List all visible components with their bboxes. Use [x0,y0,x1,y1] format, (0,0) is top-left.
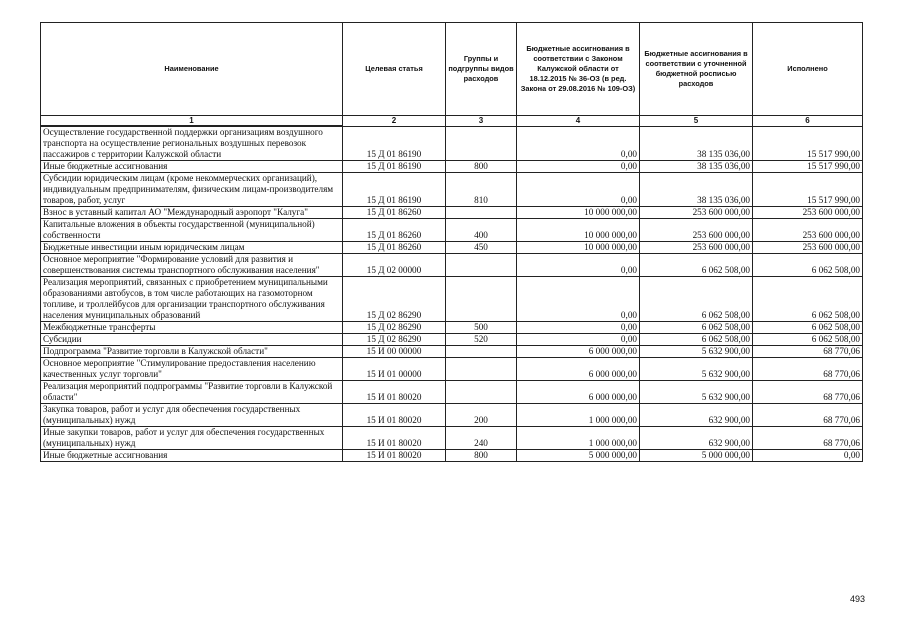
cell-refined: 5 632 900,00 [640,346,753,358]
cell-code: 15 Д 01 86260 [343,242,446,254]
cell-refined: 38 135 036,00 [640,126,753,161]
cell-code: 15 И 01 00000 [343,358,446,381]
cell-refined: 5 632 900,00 [640,381,753,404]
cell-law: 0,00 [517,277,640,322]
cell-refined: 38 135 036,00 [640,161,753,173]
cell-code: 15 Д 01 86190 [343,161,446,173]
cell-group [446,126,517,161]
cell-refined: 253 600 000,00 [640,207,753,219]
table-row [41,322,863,334]
cell-executed: 6 062 508,00 [753,322,863,334]
cell-law: 10 000 000,00 [517,219,640,242]
cell-name: Иные бюджетные ассигнования [41,450,343,462]
cell-group [446,277,517,322]
table-row [41,242,863,254]
cell-group: 520 [446,334,517,346]
table-row [41,207,863,219]
column-number: 6 [753,116,863,127]
cell-code: 15 Д 02 86290 [343,277,446,322]
cell-law: 0,00 [517,161,640,173]
cell-code: 15 Д 01 86190 [343,173,446,207]
table-row [41,126,863,161]
cell-refined: 6 062 508,00 [640,322,753,334]
cell-name: Бюджетные инвестиции иным юридическим лицам [41,242,343,254]
cell-refined: 6 062 508,00 [640,277,753,322]
page-number: 493 [850,594,866,604]
cell-group: 800 [446,161,517,173]
cell-name: Субсидии юридическим лицам (кроме некоммерческих организаций), индивидуальным предпринимателям, физическим лицам-производителям товаров, работ, услуг [41,173,343,207]
cell-refined: 5 632 900,00 [640,358,753,381]
cell-executed: 68 770,06 [753,404,863,427]
cell-executed: 68 770,06 [753,358,863,381]
cell-name: Капитальные вложения в объекты государственной (муниципальной) собственности [41,219,343,242]
cell-group: 240 [446,427,517,450]
cell-executed: 15 517 990,00 [753,173,863,207]
column-number: 3 [446,116,517,127]
table-row [41,173,863,207]
cell-executed: 0,00 [753,450,863,462]
cell-refined: 38 135 036,00 [640,173,753,207]
cell-code: 15 Д 02 00000 [343,254,446,277]
column-number: 1 [41,116,343,127]
column-number-row [41,116,863,127]
cell-code: 15 Д 01 86260 [343,207,446,219]
cell-executed: 253 600 000,00 [753,242,863,254]
cell-code: 15 И 01 80020 [343,381,446,404]
cell-executed: 253 600 000,00 [753,207,863,219]
header-refined-allocations: Бюджетные ассигнования в соответствии с уточненной бюджетной росписью расходов [640,23,753,116]
cell-name: Взнос в уставный капитал АО "Международный аэропорт "Калуга" [41,207,343,219]
cell-group: 800 [446,450,517,462]
table-row [41,161,863,173]
table-row [41,334,863,346]
cell-group: 400 [446,219,517,242]
cell-name: Основное мероприятие "Формирование условий для развития и совершенствования системы транспортного обслуживания населения" [41,254,343,277]
header-name: Наименование [41,23,343,116]
cell-refined: 253 600 000,00 [640,219,753,242]
cell-group: 500 [446,322,517,334]
cell-executed: 15 517 990,00 [753,161,863,173]
cell-executed: 68 770,06 [753,381,863,404]
cell-refined: 632 900,00 [640,404,753,427]
header-row [41,23,863,116]
budget-table [40,22,863,462]
table-row [41,346,863,358]
table-header [41,23,863,127]
cell-name: Реализация мероприятий подпрограммы "Развитие торговли в Калужской области" [41,381,343,404]
cell-law: 0,00 [517,254,640,277]
cell-law: 10 000 000,00 [517,242,640,254]
cell-name: Иные бюджетные ассигнования [41,161,343,173]
cell-law: 10 000 000,00 [517,207,640,219]
cell-law: 0,00 [517,126,640,161]
table-body [41,126,863,462]
cell-group: 810 [446,173,517,207]
column-number: 5 [640,116,753,127]
cell-name: Межбюджетные трансферты [41,322,343,334]
cell-code: 15 И 01 80020 [343,450,446,462]
cell-name: Осуществление государственной поддержки организациям воздушного транспорта на осуществление региональных воздушных перевозок пассажиров с территории Калужской области [41,126,343,161]
cell-executed: 68 770,06 [753,427,863,450]
cell-law: 0,00 [517,334,640,346]
cell-code: 15 Д 02 86290 [343,334,446,346]
cell-executed: 68 770,06 [753,346,863,358]
table-row [41,277,863,322]
cell-law: 6 000 000,00 [517,358,640,381]
cell-law: 5 000 000,00 [517,450,640,462]
cell-name: Закупка товаров, работ и услуг для обеспечения государственных (муниципальных) нужд [41,404,343,427]
cell-refined: 5 000 000,00 [640,450,753,462]
cell-group [446,346,517,358]
cell-code: 15 И 01 80020 [343,404,446,427]
cell-group: 200 [446,404,517,427]
column-number: 4 [517,116,640,127]
cell-executed: 6 062 508,00 [753,254,863,277]
header-expense-groups: Группы и подгруппы видов расходов [446,23,517,116]
cell-group [446,254,517,277]
cell-group [446,207,517,219]
cell-law: 6 000 000,00 [517,346,640,358]
cell-executed: 6 062 508,00 [753,334,863,346]
table-row [41,219,863,242]
cell-refined: 6 062 508,00 [640,254,753,277]
table-row [41,427,863,450]
table-row [41,450,863,462]
cell-law: 6 000 000,00 [517,381,640,404]
cell-refined: 253 600 000,00 [640,242,753,254]
header-law-allocations: Бюджетные ассигнования в соответствии с Законом Калужской области от 18.12.2015 № 36-ОЗ (в ред. Закона от 29.08.2016 № 109-ОЗ) [517,23,640,116]
cell-executed: 15 517 990,00 [753,126,863,161]
cell-law: 0,00 [517,322,640,334]
header-target-article: Целевая статья [343,23,446,116]
cell-refined: 6 062 508,00 [640,334,753,346]
cell-code: 15 Д 01 86190 [343,126,446,161]
cell-law: 0,00 [517,173,640,207]
cell-name: Реализация мероприятий, связанных с приобретением муниципальными образованиями автобусов, в том числе работающих на газомоторном топливе, и троллейбусов для организации транспортного обслуживания населения муниципальных образований [41,277,343,322]
cell-name: Субсидии [41,334,343,346]
cell-name: Основное мероприятие "Стимулирование предоставления населению качественных услуг торговли" [41,358,343,381]
cell-name: Подпрограмма "Развитие торговли в Калужской области" [41,346,343,358]
cell-code: 15 Д 02 86290 [343,322,446,334]
cell-name: Иные закупки товаров, работ и услуг для обеспечения государственных (муниципальных) нужд [41,427,343,450]
column-number: 2 [343,116,446,127]
table-row [41,381,863,404]
cell-group [446,381,517,404]
table-row [41,358,863,381]
cell-refined: 632 900,00 [640,427,753,450]
cell-code: 15 И 00 00000 [343,346,446,358]
header-executed: Исполнено [753,23,863,116]
cell-executed: 6 062 508,00 [753,277,863,322]
cell-code: 15 Д 01 86260 [343,219,446,242]
table-row [41,404,863,427]
cell-law: 1 000 000,00 [517,404,640,427]
cell-law: 1 000 000,00 [517,427,640,450]
cell-group [446,358,517,381]
cell-executed: 253 600 000,00 [753,219,863,242]
cell-group: 450 [446,242,517,254]
cell-code: 15 И 01 80020 [343,427,446,450]
table-row [41,254,863,277]
